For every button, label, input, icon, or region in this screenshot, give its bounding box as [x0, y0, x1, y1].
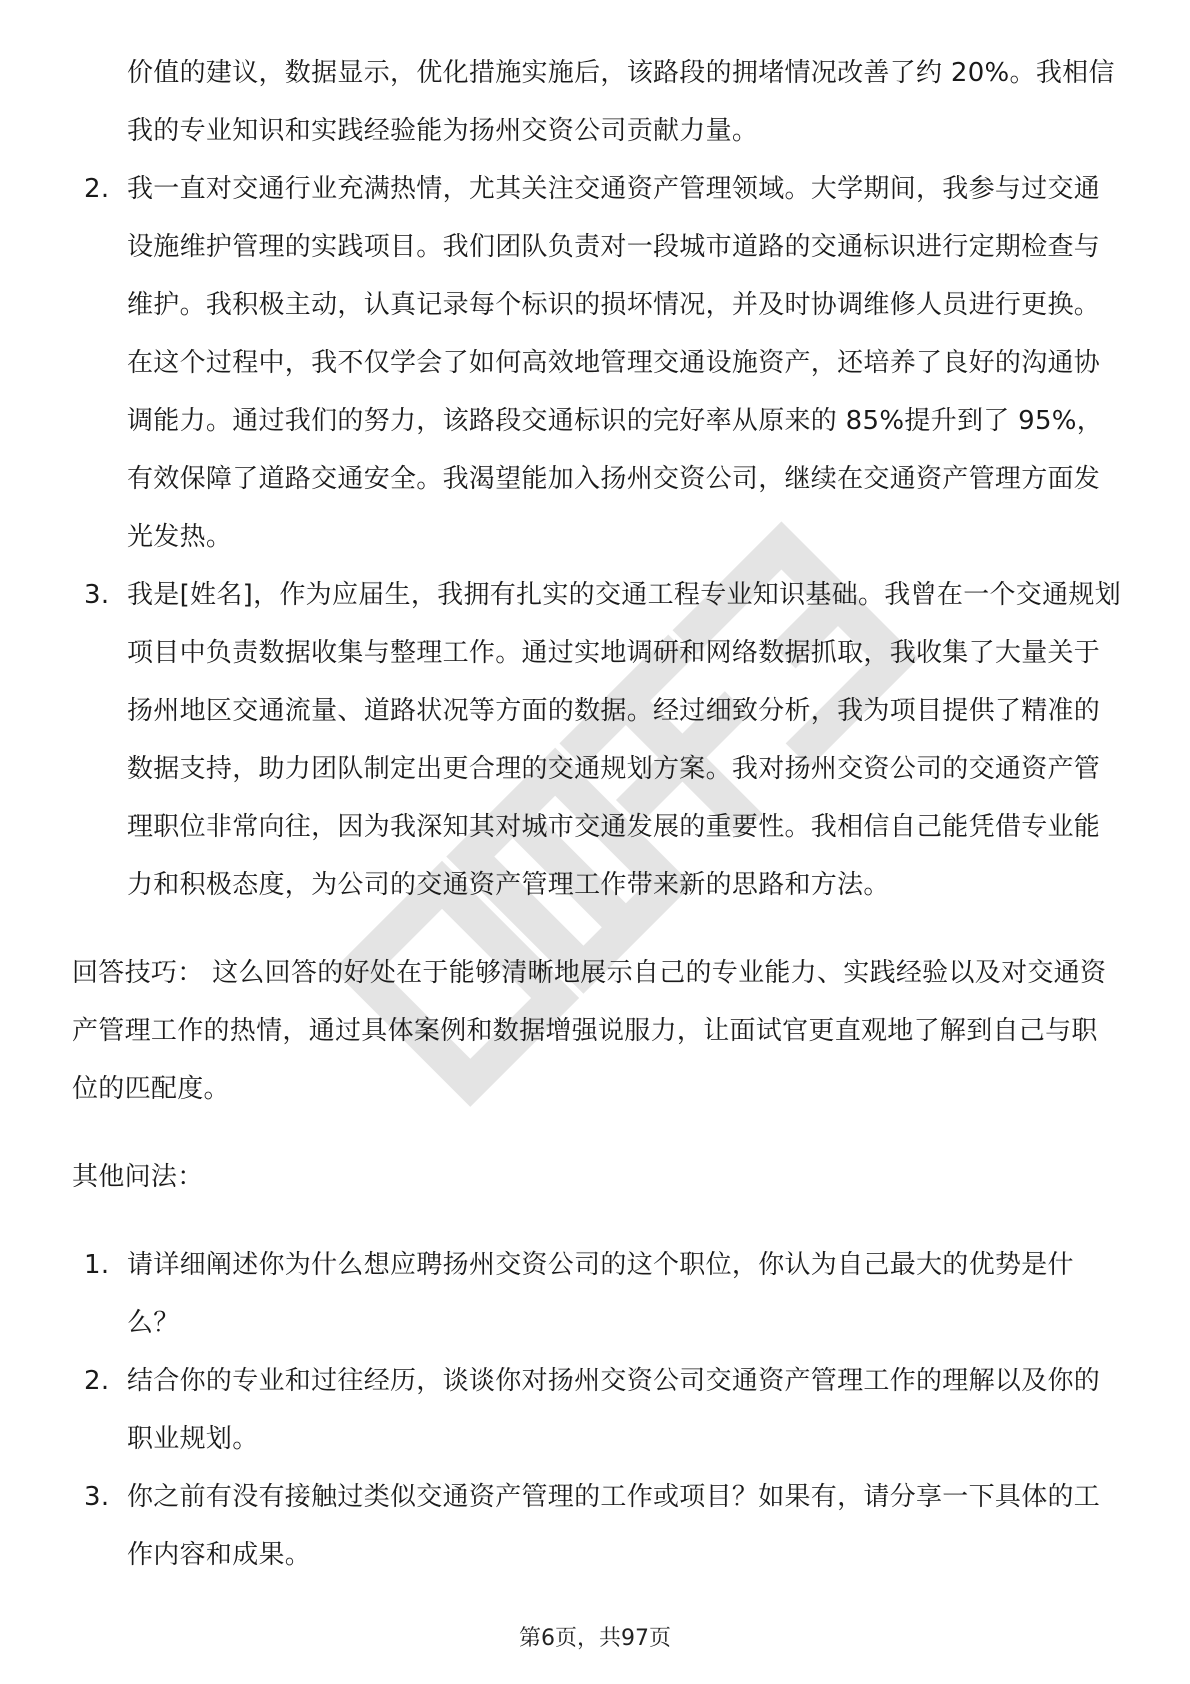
spacer: [72, 914, 1122, 944]
question-text: 结合你的专业和过往经历，谈谈你对扬州交资公司交通资产管理工作的理解以及你的职业规划。: [127, 1366, 1101, 1454]
answer-text: 我是[姓名]，作为应届生，我拥有扎实的交通工程专业知识基础。我曾在一个交通规划项目中负责数据收集与整理工作。通过实地调研和网络数据抓取，我收集了大量关于扬州地区交通流量、道路状况等方面的数据。经过细致分析，我为项目提供了精准的数据支持，助力团队制定出更合理的交通规划方案。我对扬州交资公司的交通资产管理职位非常向往，因为我深知其对城市交通发展的重要性。我相信自己能凭借专业能力和积极态度，为公司的交通资产管理工作带来新的思路和方法。: [127, 580, 1121, 900]
answer-item-2: [72, 160, 1122, 566]
other-question-item-3: [72, 1468, 1122, 1584]
answer-tips-paragraph: 回答技巧： 这么回答的好处在于能够清晰地展示自己的专业能力、实践经验以及对交通资产管理工作的热情，通过具体案例和数据增强说服力，让面试官更直观地了解到自己与职位的匹配度。: [72, 958, 1107, 1104]
continued-paragraph: 价值的建议，数据显示，优化措施实施后，该路段的拥堵情况改善了约 20%。我相信我的专业知识和实践经验能为扬州交资公司贡献力量。: [127, 58, 1115, 146]
other-questions-heading: 其他问法：: [72, 1162, 204, 1192]
spacer: [72, 1206, 1122, 1236]
spacer: [72, 1118, 1122, 1148]
answer-text: 我一直对交通行业充满热情，尤其关注交通资产管理领域。大学期间，我参与过交通设施维护管理的实践项目。我们团队负责对一段城市道路的交通标识进行定期检查与维护。我积极主动，认真记录每个标识的损坏情况，并及时协调维修人员进行更换。在这个过程中，我不仅学会了如何高效地管理交通设施资产，还培养了良好的沟通协调能力。通过我们的努力，该路段交通标识的完好率从原来的 85%提升到了 95%，有效保障了道路交通安全。我渴望能加入扬州交资公司，继续在交通资产管理方面发光发热。: [127, 174, 1104, 552]
question-text: 你之前有没有接触过类似交通资产管理的工作或项目？如果有，请分享一下具体的工作内容和成果。: [127, 1482, 1101, 1570]
other-question-item-1: [72, 1236, 1122, 1352]
list-number: 2.: [84, 174, 110, 204]
answer-item-3: [72, 566, 1122, 914]
document-body: [72, 44, 1122, 1584]
question-text: 请详细阐述你为什么想应聘扬州交资公司的这个职位，你认为自己最大的优势是什么？: [127, 1250, 1074, 1338]
list-number: 2.: [84, 1366, 110, 1396]
list-number: 3.: [84, 1482, 110, 1512]
page-footer: 第6页，共97页: [519, 1626, 671, 1651]
list-number: 1.: [84, 1250, 110, 1280]
other-question-item-2: [72, 1352, 1122, 1468]
list-number: 3.: [84, 580, 110, 610]
